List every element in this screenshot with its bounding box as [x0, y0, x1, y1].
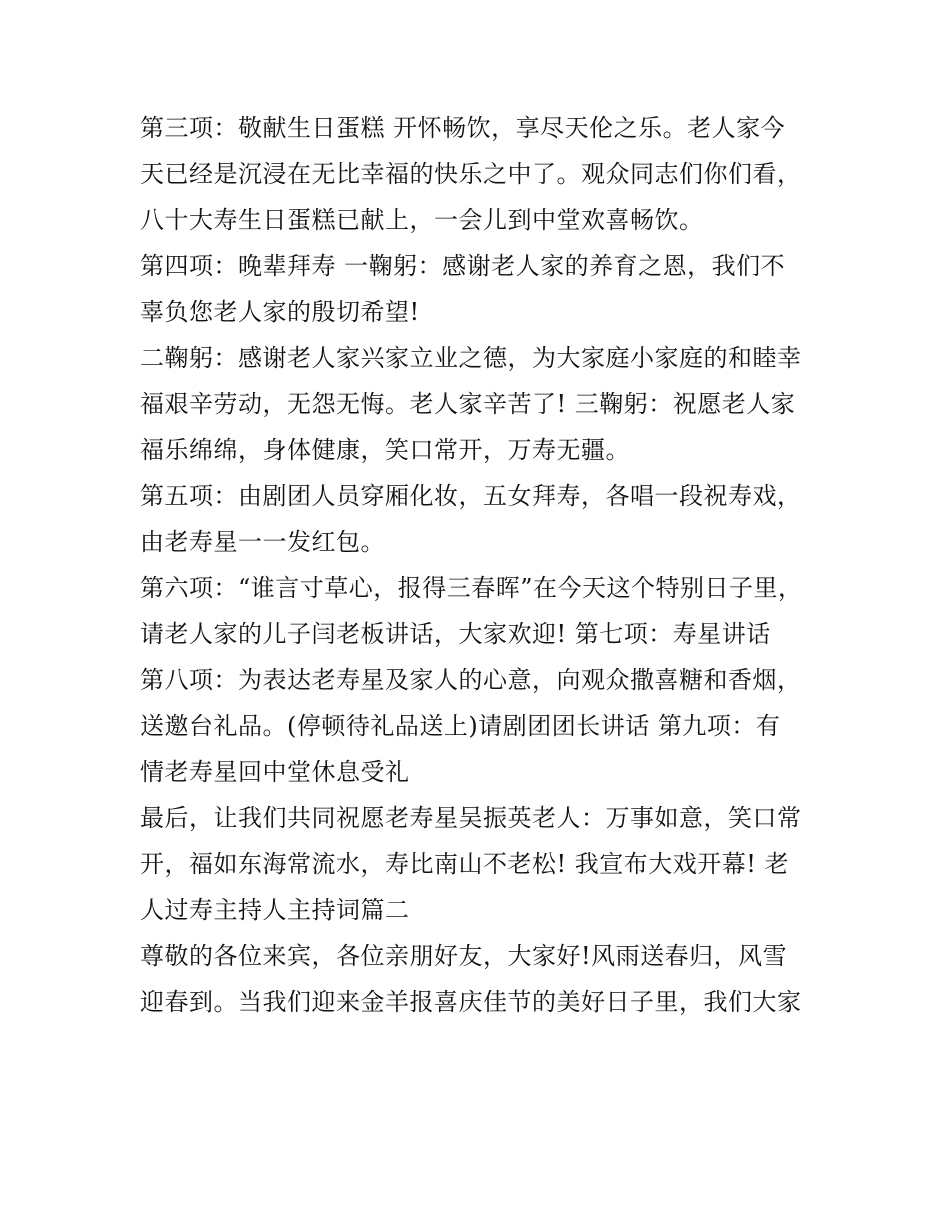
text-line: 开，福如东海常流水，寿比南山不老松! 我宣布大戏开幕! 老: [140, 850, 790, 878]
text-line: 辜负您老人家的殷切希望!: [140, 298, 420, 326]
text-line: 由老寿星一一发红包。: [140, 528, 385, 556]
text-line: 八十大寿生日蛋糕已献上，一会儿到中堂欢喜畅饮。: [140, 206, 704, 234]
text-line: 送邀台礼品。(停顿待礼品送上)请剧团团长讲话 第九项：有: [140, 712, 781, 740]
text-line: 第八项：为表达老寿星及家人的心意，向观众撒喜糖和香烟，: [140, 666, 802, 694]
text-line: 第六项：“谁言寸草心，报得三春晖”在今天这个特别日子里，: [140, 574, 803, 602]
text-line: 福乐绵绵，身体健康，笑口常开，万寿无疆。: [140, 436, 630, 464]
text-line: 尊敬的各位来宾，各位亲朋好友，大家好!风雨送春归，风雪: [140, 942, 788, 970]
text-line: 最后，让我们共同祝愿老寿星吴振英老人：万事如意，笑口常: [140, 804, 802, 832]
text-line: 请老人家的儿子闫老板讲话，大家欢迎! 第七项：寿星讲话: [140, 620, 771, 648]
text-line: 二鞠躬：感谢老人家兴家立业之德，为大家庭小家庭的和睦幸: [140, 344, 802, 372]
text-line: 第五项：由剧团人员穿厢化妆，五女拜寿，各唱一段祝寿戏，: [140, 482, 802, 510]
document-body: [140, 105, 840, 1025]
text-line: 迎春到。当我们迎来金羊报喜庆佳节的美好日子里，我们大家: [140, 988, 802, 1016]
text-line: 福艰辛劳动，无怨无悔。老人家辛苦了! 三鞠躬：祝愿老人家: [140, 390, 796, 418]
text-line: 人过寿主持人主持词篇二: [140, 896, 410, 924]
text-line: 第四项：晚辈拜寿 一鞠躬：感谢老人家的养育之恩，我们不: [140, 252, 786, 280]
text-line: 天已经是沉浸在无比幸福的快乐之中了。观众同志们你们看，: [140, 160, 802, 188]
text-line: 第三项：敬献生日蛋糕 开怀畅饮，享尽天伦之乐。老人家今: [140, 114, 786, 142]
text-line: 情老寿星回中堂休息受礼: [140, 758, 410, 786]
